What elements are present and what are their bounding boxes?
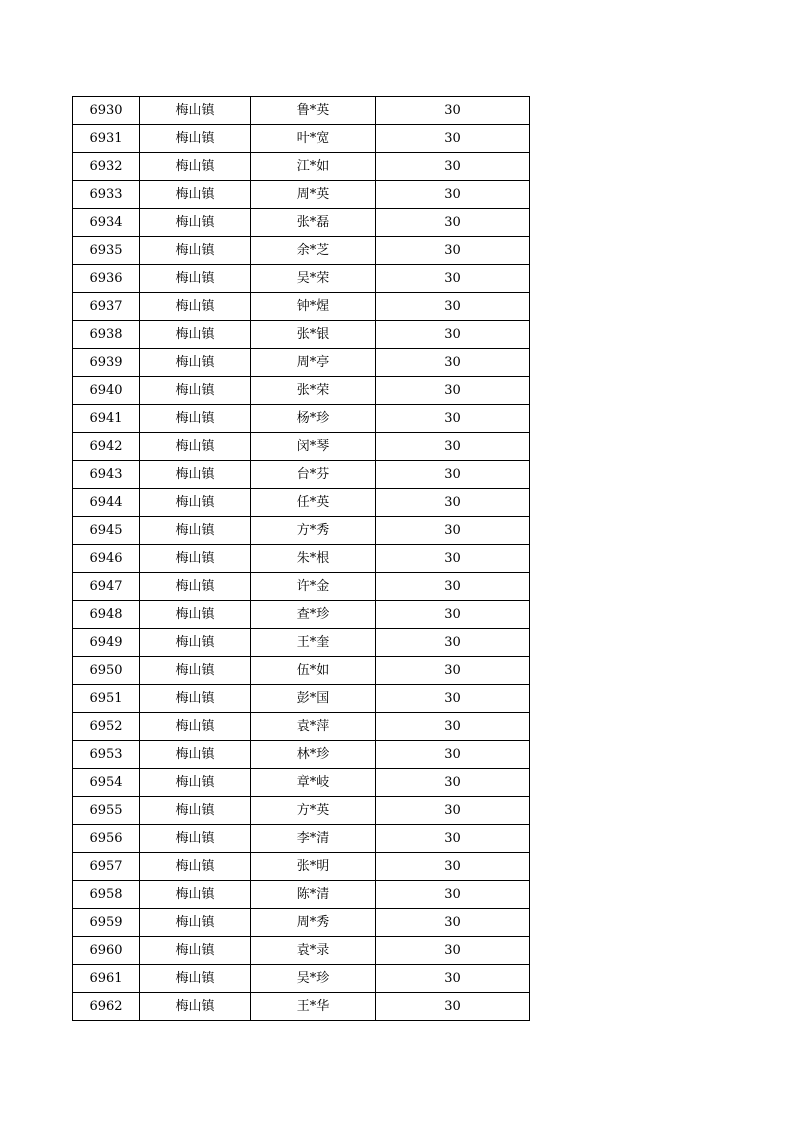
amount-cell: 30 xyxy=(376,321,530,349)
name-cell: 许*金 xyxy=(251,573,376,601)
amount-cell: 30 xyxy=(376,825,530,853)
name-cell: 周*英 xyxy=(251,181,376,209)
table-row xyxy=(73,881,530,909)
amount-cell: 30 xyxy=(376,153,530,181)
town-cell: 梅山镇 xyxy=(140,601,251,629)
town-cell: 梅山镇 xyxy=(140,573,251,601)
row-number-cell: 6931 xyxy=(73,125,140,153)
row-number-cell: 6950 xyxy=(73,657,140,685)
row-number-cell: 6954 xyxy=(73,769,140,797)
row-number-cell: 6953 xyxy=(73,741,140,769)
row-number-cell: 6945 xyxy=(73,517,140,545)
town-cell: 梅山镇 xyxy=(140,741,251,769)
row-number-cell: 6939 xyxy=(73,349,140,377)
table-row xyxy=(73,349,530,377)
table-row xyxy=(73,293,530,321)
amount-cell: 30 xyxy=(376,545,530,573)
table-row xyxy=(73,153,530,181)
amount-cell: 30 xyxy=(376,881,530,909)
amount-cell: 30 xyxy=(376,769,530,797)
amount-cell: 30 xyxy=(376,797,530,825)
name-cell: 王*华 xyxy=(251,993,376,1021)
row-number-cell: 6959 xyxy=(73,909,140,937)
town-cell: 梅山镇 xyxy=(140,545,251,573)
table-row xyxy=(73,209,530,237)
town-cell: 梅山镇 xyxy=(140,853,251,881)
amount-cell: 30 xyxy=(376,405,530,433)
table-row xyxy=(73,853,530,881)
amount-cell: 30 xyxy=(376,909,530,937)
table-row xyxy=(73,545,530,573)
table-row xyxy=(73,965,530,993)
name-cell: 张*荣 xyxy=(251,377,376,405)
table-row xyxy=(73,377,530,405)
town-cell: 梅山镇 xyxy=(140,237,251,265)
row-number-cell: 6937 xyxy=(73,293,140,321)
row-number-cell: 6941 xyxy=(73,405,140,433)
row-number-cell: 6938 xyxy=(73,321,140,349)
town-cell: 梅山镇 xyxy=(140,349,251,377)
name-cell: 余*芝 xyxy=(251,237,376,265)
row-number-cell: 6935 xyxy=(73,237,140,265)
amount-cell: 30 xyxy=(376,265,530,293)
amount-cell: 30 xyxy=(376,517,530,545)
table-row xyxy=(73,629,530,657)
name-cell: 林*珍 xyxy=(251,741,376,769)
town-cell: 梅山镇 xyxy=(140,293,251,321)
data-table xyxy=(72,96,530,1021)
table-row xyxy=(73,825,530,853)
amount-cell: 30 xyxy=(376,993,530,1021)
name-cell: 袁*录 xyxy=(251,937,376,965)
table-row xyxy=(73,685,530,713)
town-cell: 梅山镇 xyxy=(140,153,251,181)
amount-cell: 30 xyxy=(376,853,530,881)
name-cell: 陈*清 xyxy=(251,881,376,909)
town-cell: 梅山镇 xyxy=(140,713,251,741)
town-cell: 梅山镇 xyxy=(140,657,251,685)
town-cell: 梅山镇 xyxy=(140,881,251,909)
row-number-cell: 6943 xyxy=(73,461,140,489)
table-row xyxy=(73,125,530,153)
table-row xyxy=(73,405,530,433)
table-row xyxy=(73,181,530,209)
town-cell: 梅山镇 xyxy=(140,909,251,937)
amount-cell: 30 xyxy=(376,125,530,153)
town-cell: 梅山镇 xyxy=(140,321,251,349)
name-cell: 鲁*英 xyxy=(251,97,376,125)
town-cell: 梅山镇 xyxy=(140,377,251,405)
table-body xyxy=(73,97,530,1021)
name-cell: 台*芬 xyxy=(251,461,376,489)
town-cell: 梅山镇 xyxy=(140,125,251,153)
name-cell: 周*秀 xyxy=(251,909,376,937)
town-cell: 梅山镇 xyxy=(140,405,251,433)
row-number-cell: 6961 xyxy=(73,965,140,993)
table-row xyxy=(73,769,530,797)
name-cell: 吴*荣 xyxy=(251,265,376,293)
row-number-cell: 6947 xyxy=(73,573,140,601)
table-row xyxy=(73,517,530,545)
table-row xyxy=(73,433,530,461)
town-cell: 梅山镇 xyxy=(140,181,251,209)
row-number-cell: 6933 xyxy=(73,181,140,209)
amount-cell: 30 xyxy=(376,237,530,265)
amount-cell: 30 xyxy=(376,97,530,125)
table-row xyxy=(73,741,530,769)
town-cell: 梅山镇 xyxy=(140,685,251,713)
name-cell: 袁*萍 xyxy=(251,713,376,741)
row-number-cell: 6951 xyxy=(73,685,140,713)
name-cell: 杨*珍 xyxy=(251,405,376,433)
amount-cell: 30 xyxy=(376,657,530,685)
town-cell: 梅山镇 xyxy=(140,97,251,125)
name-cell: 朱*根 xyxy=(251,545,376,573)
town-cell: 梅山镇 xyxy=(140,769,251,797)
table-row xyxy=(73,461,530,489)
row-number-cell: 6940 xyxy=(73,377,140,405)
town-cell: 梅山镇 xyxy=(140,937,251,965)
amount-cell: 30 xyxy=(376,629,530,657)
name-cell: 张*磊 xyxy=(251,209,376,237)
table-row xyxy=(73,909,530,937)
row-number-cell: 6946 xyxy=(73,545,140,573)
name-cell: 江*如 xyxy=(251,153,376,181)
name-cell: 彭*国 xyxy=(251,685,376,713)
amount-cell: 30 xyxy=(376,937,530,965)
amount-cell: 30 xyxy=(376,573,530,601)
table-row xyxy=(73,97,530,125)
amount-cell: 30 xyxy=(376,209,530,237)
table-row xyxy=(73,321,530,349)
town-cell: 梅山镇 xyxy=(140,517,251,545)
row-number-cell: 6944 xyxy=(73,489,140,517)
amount-cell: 30 xyxy=(376,713,530,741)
town-cell: 梅山镇 xyxy=(140,629,251,657)
row-number-cell: 6949 xyxy=(73,629,140,657)
name-cell: 钟*煋 xyxy=(251,293,376,321)
amount-cell: 30 xyxy=(376,293,530,321)
table-row xyxy=(73,713,530,741)
name-cell: 张*银 xyxy=(251,321,376,349)
table-row xyxy=(73,657,530,685)
amount-cell: 30 xyxy=(376,181,530,209)
town-cell: 梅山镇 xyxy=(140,993,251,1021)
amount-cell: 30 xyxy=(376,349,530,377)
town-cell: 梅山镇 xyxy=(140,489,251,517)
table-row xyxy=(73,797,530,825)
table-row xyxy=(73,237,530,265)
name-cell: 王*奎 xyxy=(251,629,376,657)
amount-cell: 30 xyxy=(376,601,530,629)
table-row xyxy=(73,601,530,629)
row-number-cell: 6934 xyxy=(73,209,140,237)
row-number-cell: 6936 xyxy=(73,265,140,293)
row-number-cell: 6958 xyxy=(73,881,140,909)
row-number-cell: 6956 xyxy=(73,825,140,853)
amount-cell: 30 xyxy=(376,489,530,517)
table-row xyxy=(73,489,530,517)
row-number-cell: 6960 xyxy=(73,937,140,965)
row-number-cell: 6948 xyxy=(73,601,140,629)
row-number-cell: 6955 xyxy=(73,797,140,825)
name-cell: 任*英 xyxy=(251,489,376,517)
table-row xyxy=(73,937,530,965)
name-cell: 周*亭 xyxy=(251,349,376,377)
row-number-cell: 6962 xyxy=(73,993,140,1021)
amount-cell: 30 xyxy=(376,377,530,405)
name-cell: 方*秀 xyxy=(251,517,376,545)
table-row xyxy=(73,265,530,293)
name-cell: 查*珍 xyxy=(251,601,376,629)
name-cell: 叶*宽 xyxy=(251,125,376,153)
amount-cell: 30 xyxy=(376,433,530,461)
row-number-cell: 6930 xyxy=(73,97,140,125)
town-cell: 梅山镇 xyxy=(140,209,251,237)
name-cell: 伍*如 xyxy=(251,657,376,685)
table-row xyxy=(73,573,530,601)
amount-cell: 30 xyxy=(376,965,530,993)
town-cell: 梅山镇 xyxy=(140,825,251,853)
name-cell: 方*英 xyxy=(251,797,376,825)
town-cell: 梅山镇 xyxy=(140,965,251,993)
town-cell: 梅山镇 xyxy=(140,461,251,489)
table-row xyxy=(73,993,530,1021)
town-cell: 梅山镇 xyxy=(140,265,251,293)
amount-cell: 30 xyxy=(376,685,530,713)
name-cell: 李*清 xyxy=(251,825,376,853)
amount-cell: 30 xyxy=(376,461,530,489)
town-cell: 梅山镇 xyxy=(140,433,251,461)
amount-cell: 30 xyxy=(376,741,530,769)
name-cell: 闵*琴 xyxy=(251,433,376,461)
row-number-cell: 6942 xyxy=(73,433,140,461)
name-cell: 章*岐 xyxy=(251,769,376,797)
name-cell: 吴*珍 xyxy=(251,965,376,993)
row-number-cell: 6952 xyxy=(73,713,140,741)
name-cell: 张*明 xyxy=(251,853,376,881)
row-number-cell: 6932 xyxy=(73,153,140,181)
town-cell: 梅山镇 xyxy=(140,797,251,825)
row-number-cell: 6957 xyxy=(73,853,140,881)
